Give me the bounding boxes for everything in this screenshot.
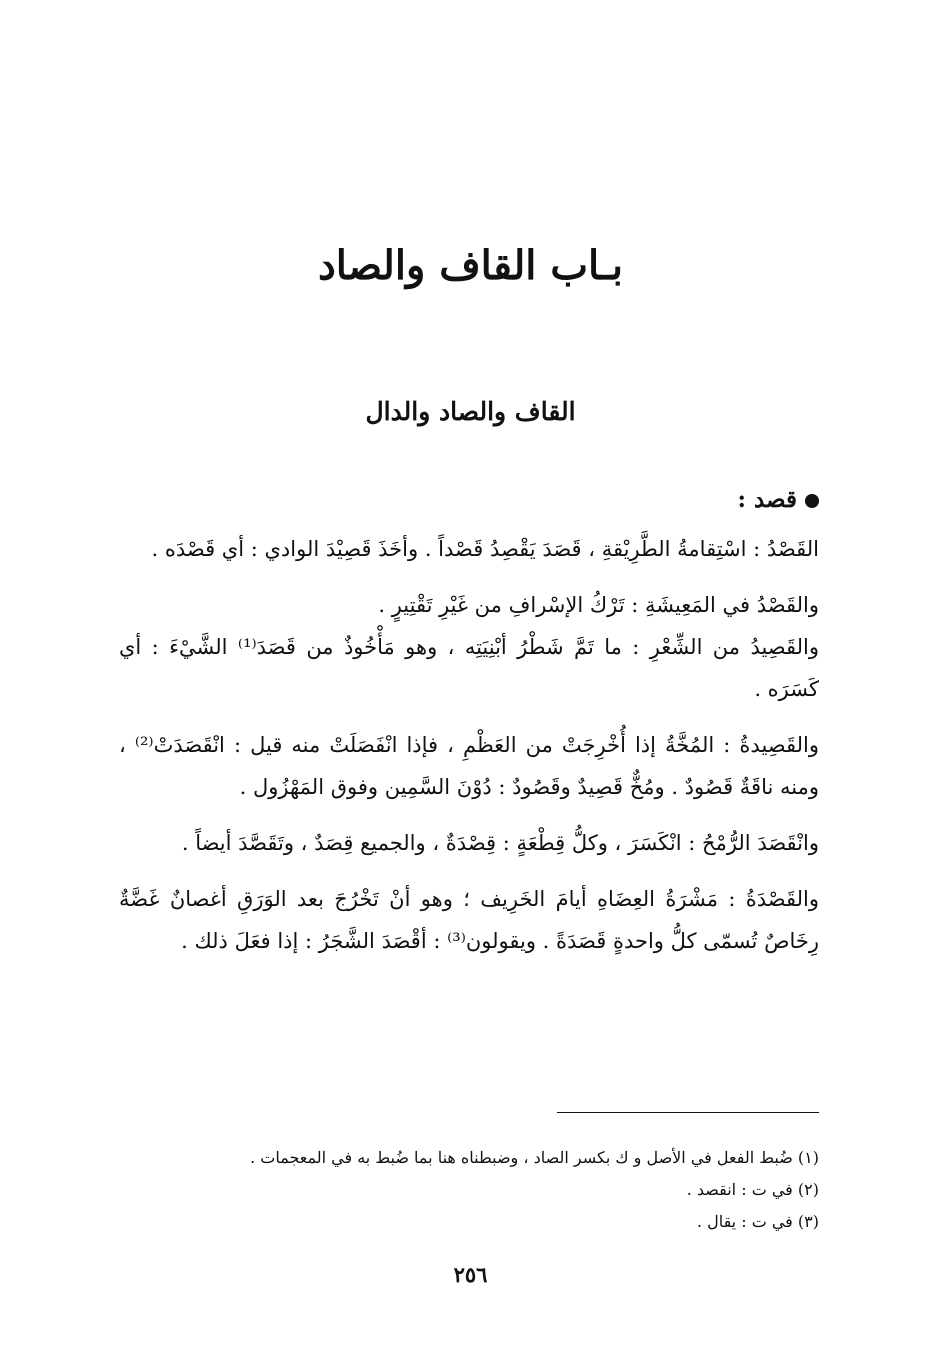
footnote: (٣) في ت : يقال . [696,1212,819,1231]
entry-paragraph: والقَصِيدُ من الشِّعْرِ : ما تَمَّ شَطْرُ أبْنِيَتِه ، وهو مَأْخُوذٌ من قَصَدَ⁽¹⁾ الشَّيْءَ : أي كَسَرَه . [119,635,820,701]
entry-paragraph: وانْقَصَدَ الرُّمْحُ : انْكَسَرَ ، وكلُّ قِطْعَةٍ : قِصْدَةٌ ، والجميع قِصَدٌ ، وتَقَصَّدَ أيضاً . [181,831,819,855]
footnote: (١) ضُبط الفعل في الأصل و ك بكسر الصاد ، وضبطناه هنا بما ضُبط به في المعجمات . [250,1148,819,1167]
entry-body [119,528,819,962]
section-title: القاف والصاد والدال [365,397,576,426]
page-number: ٢٥٦ [453,1262,488,1287]
footnote-divider [557,1112,819,1113]
chapter-title: بـاب القاف والصاد [317,242,624,289]
bullet-icon [805,494,819,508]
entry-paragraph: والقَصِيدةُ : المُخَّةُ إذا أُخْرِجَتْ من العَظْمِ ، فإذا انْفَصَلَتْ منه قيل : انْقَصَدَتْ⁽²⁾ ، ومنه ناقَةٌ قَصُودٌ . ومُخٌّ قَصِيدٌ وقَصُودٌ : دُوْنَ السَّمِين وفوق المَهْزُول . [119,733,819,799]
footnotes [119,1142,819,1238]
entry-paragraph: والقَصْدَةُ : مَشْرَةُ العِضَاهِ أيامَ الخَرِيف ؛ وهو أنْ تَخْرُجَ بعد الوَرَقِ أغصانٌ غَضَّةٌ رِخَاصٌ تُسمّى كلُّ واحدةٍ قَصَدَةً . ويقولون⁽³⁾ : أقْصَدَ الشَّجَرُ : إذا فعَلَ ذلك . [119,887,819,953]
entry-paragraph: القَصْدُ : اسْتِقامةُ الطَّرِيْقةِ ، قَصَدَ يَقْصِدُ قَصْداً . وأخَذَ قَصِيْدَ الوادي : أي قَصْدَه . [151,537,819,561]
root-heading-label: قصد : [737,486,797,513]
entry-paragraph: والقَصْدُ في المَعِيشَةِ : تَرْكُ الإسْرافِ من غَيْرِ تَقْتِيرٍ . [378,593,819,617]
footnote: (٢) في ت : انقصد . [686,1180,819,1199]
root-heading [737,482,819,518]
